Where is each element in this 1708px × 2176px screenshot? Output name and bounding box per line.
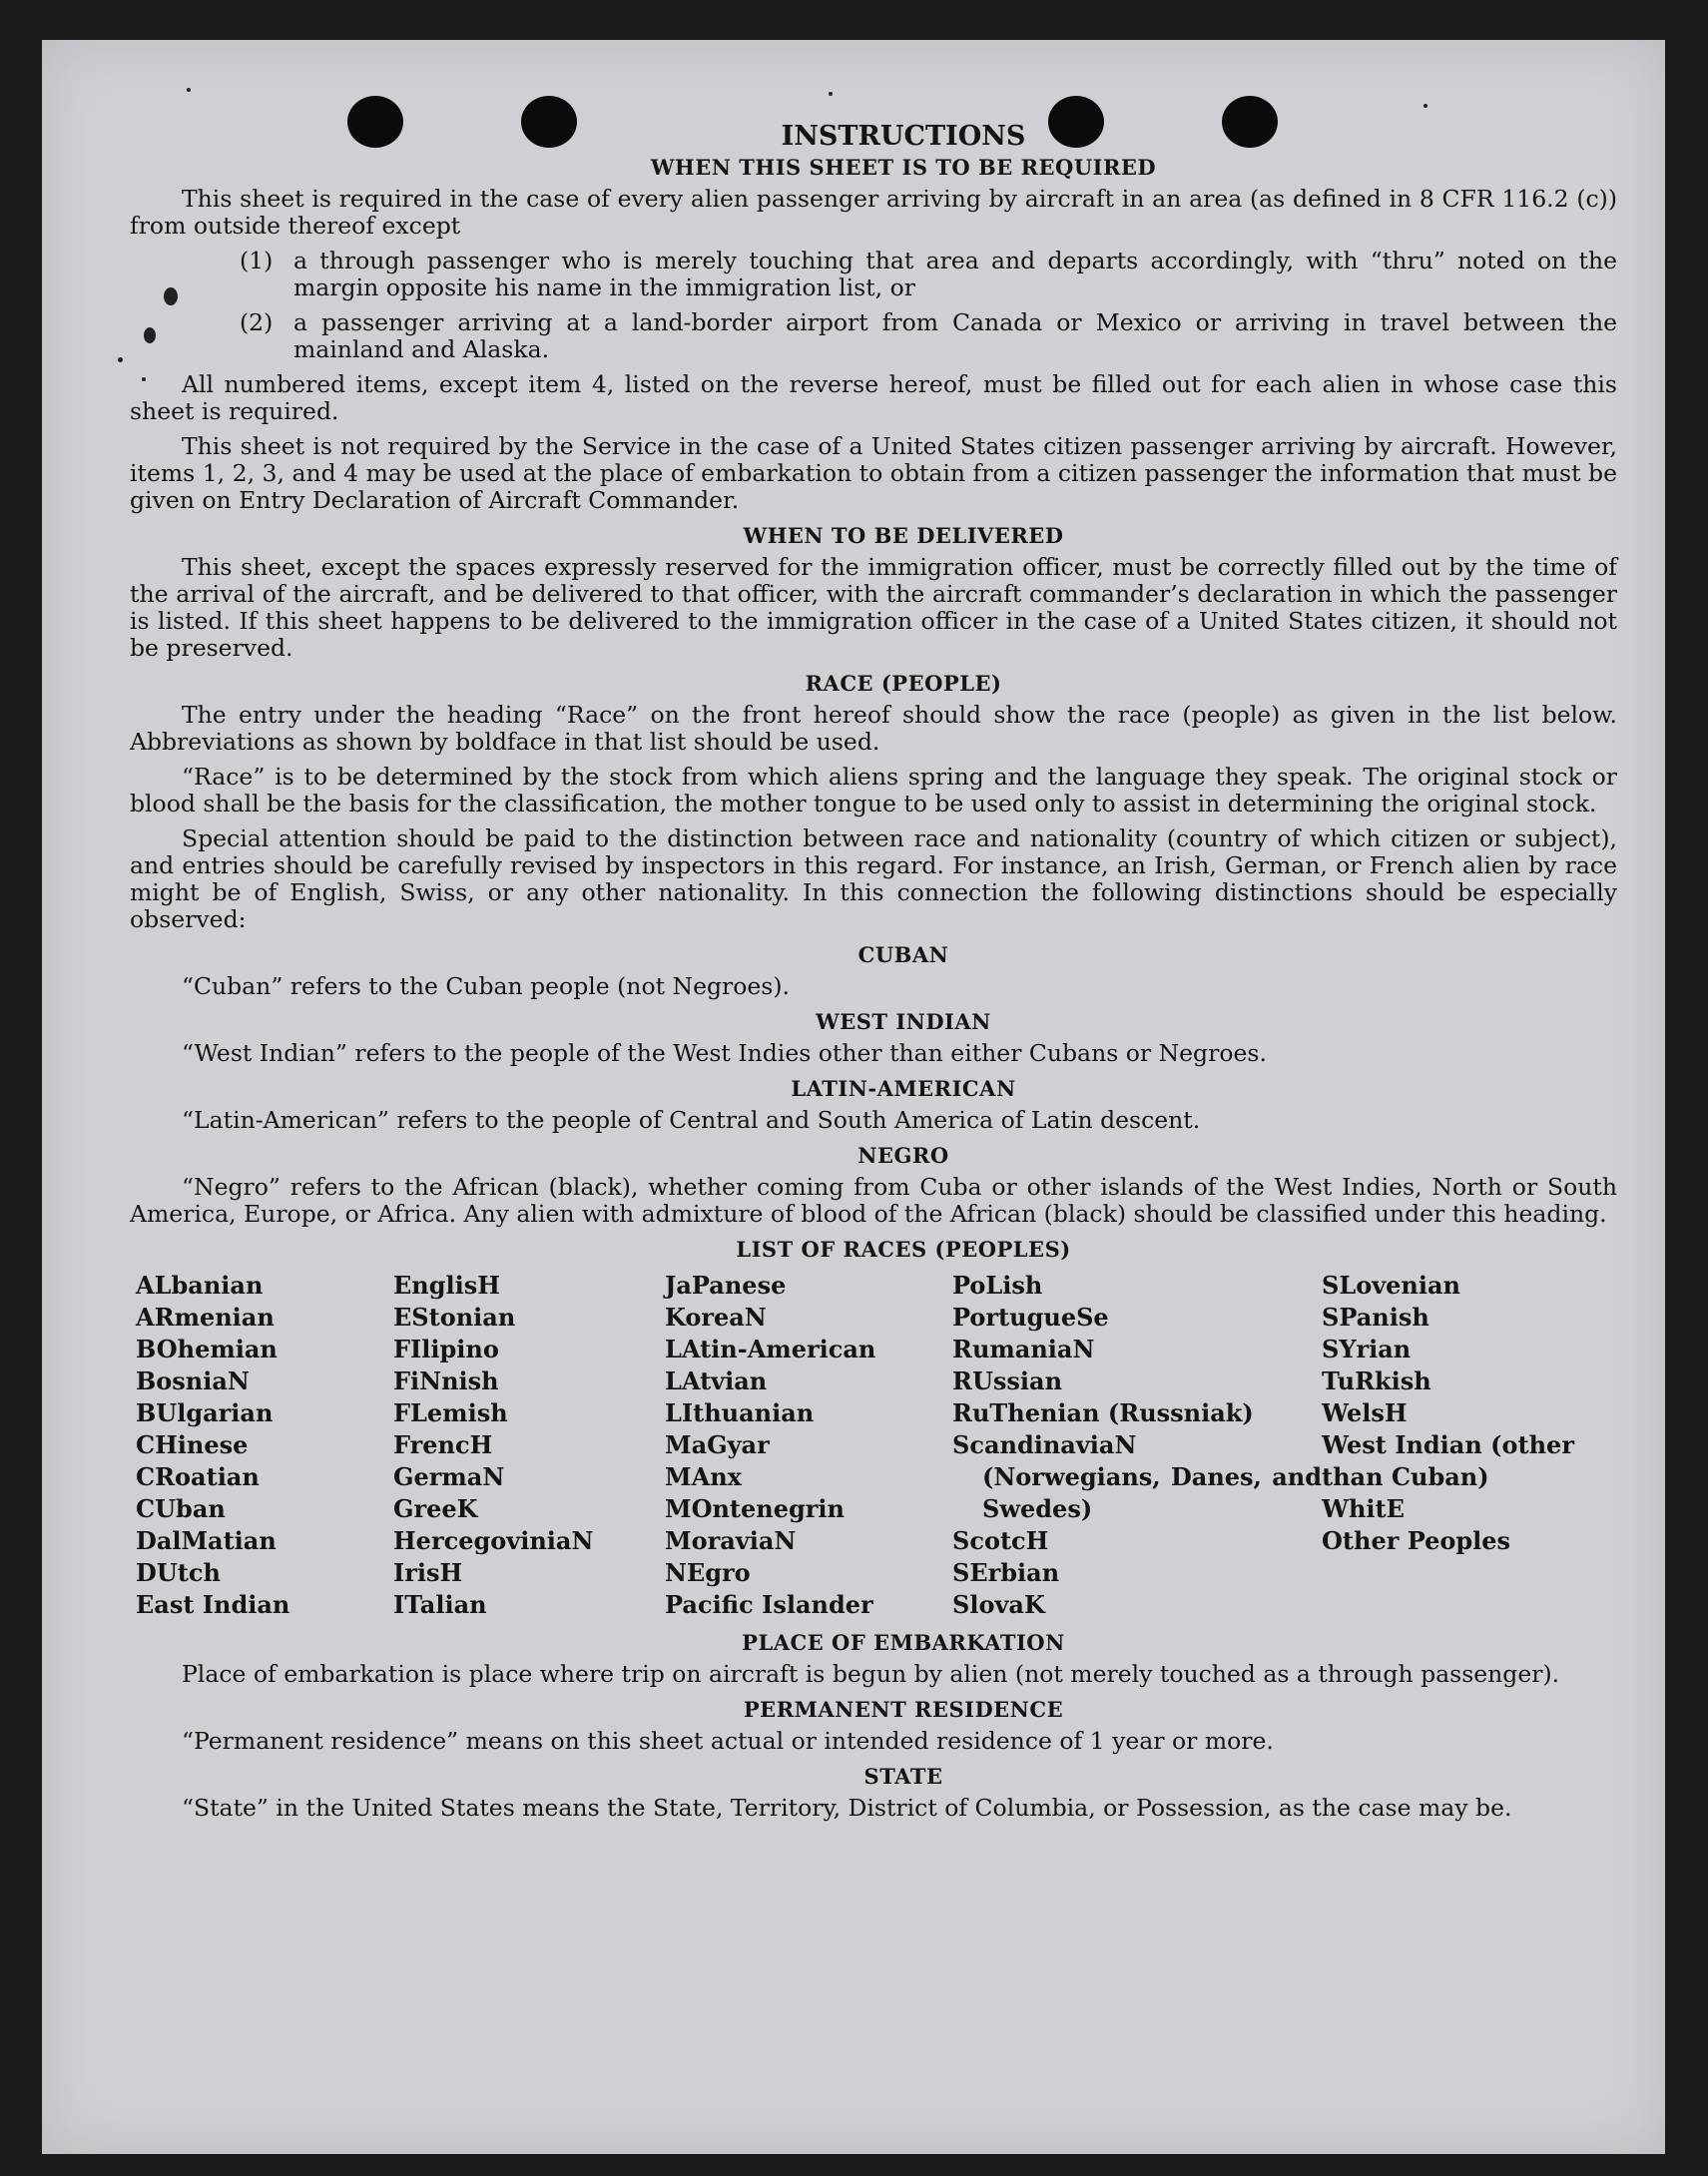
races-list <box>136 1270 1617 1621</box>
race-entry: ScotcH <box>952 1526 1049 1555</box>
paragraph: “Latin-American” refers to the people of Central and South America of Latin descent. <box>182 1106 1201 1134</box>
race-entry: EnglisH <box>393 1271 500 1300</box>
race-entry: JaPanese <box>665 1271 787 1300</box>
race-entry: NEgro <box>665 1558 751 1587</box>
ink-speck <box>829 92 833 96</box>
paragraph: Special attention should be paid to the distinction between race and nationality (country of which citizen or subject), and entries should be carefully revised by inspectors in this regard. For instance, an Irish, German, or French alien by race might be of English, Swiss, or any other nationality. In this connection the following distinctions should be especially observed: <box>130 824 1617 933</box>
race-entry: TuRkish <box>1322 1366 1431 1395</box>
race-entry: GreeK <box>393 1494 478 1523</box>
paragraph: “Permanent residence” means on this sheet actual or intended residence of 1 year or more. <box>182 1727 1274 1755</box>
paragraph: “State” in the United States means the State, Territory, District of Columbia, or Possession, as the case may be. <box>182 1794 1512 1822</box>
paragraph: Place of embarkation is place where trip on aircraft is begun by alien (not merely touched as a through passenger). <box>182 1660 1560 1688</box>
race-entry: LAtvian <box>665 1366 768 1395</box>
section-heading-cuban: CUBAN <box>857 942 949 967</box>
race-entry: Other Peoples <box>1322 1526 1511 1555</box>
race-entry: SlovaK <box>952 1590 1045 1619</box>
race-entry: ALbanian <box>136 1271 264 1300</box>
race-entry: RumaniaN <box>952 1335 1095 1363</box>
paragraph: “Cuban” refers to the Cuban people (not Negroes). <box>182 972 791 1000</box>
races-column <box>136 1270 393 1621</box>
race-entry: FiNnish <box>393 1366 499 1395</box>
race-entry: MOntenegrin <box>665 1494 845 1523</box>
section-heading-list-of-races: LIST OF RACES (PEOPLES) <box>736 1237 1071 1262</box>
document-sheet <box>42 40 1665 2154</box>
race-entry: MAnx <box>665 1462 742 1491</box>
section-heading-when-required: WHEN THIS SHEET IS TO BE REQUIRED <box>650 155 1157 180</box>
section-heading-west-indian: WEST INDIAN <box>816 1009 991 1034</box>
races-column <box>393 1270 665 1621</box>
races-column <box>952 1270 1322 1621</box>
race-entry: FLemish <box>393 1398 508 1427</box>
race-entry: SLovenian <box>1322 1271 1460 1300</box>
race-entry: FrencH <box>393 1430 493 1459</box>
ink-speck <box>1423 104 1427 108</box>
race-entry: Pacific Islander <box>665 1590 873 1619</box>
race-entry: HercegoviniaN <box>393 1526 594 1555</box>
race-entry: SErbian <box>952 1558 1060 1587</box>
race-entry: MaGyar <box>665 1430 770 1459</box>
race-entry: BUlgarian <box>136 1398 274 1427</box>
section-heading-place-of-embarkation: PLACE OF EMBARKATION <box>742 1630 1065 1655</box>
race-entry: SYrian <box>1322 1335 1412 1363</box>
race-entry: CUban <box>136 1494 226 1523</box>
paragraph: This sheet is not required by the Service in the case of a United States citizen passenger arriving by aircraft. However, items 1, 2, 3, and 4 may be used at the place of embarkation to obtain from a citizen passenger the information that must be given on Entry Declaration of Aircraft Commander. <box>130 432 1617 514</box>
paragraph: “West Indian” refers to the people of the West Indies other than either Cubans or Negroes. <box>182 1039 1267 1067</box>
race-entry: WhitE <box>1322 1494 1405 1523</box>
race-entry: East Indian <box>136 1590 290 1619</box>
race-entry: IrisH <box>393 1558 463 1587</box>
race-entry: EStonian <box>393 1303 516 1332</box>
race-entry: ARmenian <box>136 1303 275 1332</box>
paragraph: “Race” is to be determined by the stock from which aliens spring and the language they speak. The original stock or blood shall be the basis for the classification, the mother tongue to be used only to assist in determining the original stock. <box>130 763 1617 817</box>
race-entry: WelsH <box>1322 1398 1408 1427</box>
list-item: (2) a passenger arriving at a land-border airport from Canada or Mexico or arriving in travel between the mainland and Alaska. <box>240 308 1617 363</box>
paragraph: The entry under the heading “Race” on the front hereof should show the race (people) as given in the list below. Abbreviations as shown by boldface in that list should be used. <box>130 701 1617 756</box>
paragraph: All numbered items, except item 4, listed on the reverse hereof, must be filled out for each alien in whose case this sheet is required. <box>130 370 1617 425</box>
section-heading-permanent-residence: PERMANENT RESIDENCE <box>743 1697 1064 1722</box>
list-item: (1) a through passenger who is merely touching that area and departs accordingly, with “thru” noted on the margin opposite his name in the immigration list, or <box>240 247 1617 301</box>
ink-speck <box>187 88 191 92</box>
race-entry: BOhemian <box>136 1335 278 1363</box>
race-entry: ITalian <box>393 1590 487 1619</box>
paragraph: “Negro” refers to the African (black), whether coming from Cuba or other islands of the West Indies, North or South America, Europe, or Africa. Any alien with admixture of blood of the African (black) should be classified under this heading. <box>130 1173 1617 1228</box>
section-heading-race: RACE (PEOPLE) <box>805 671 1002 696</box>
races-column <box>1322 1270 1591 1621</box>
race-entry: PortugueSe <box>952 1303 1109 1332</box>
instructions-body <box>130 120 1617 1830</box>
race-entry: DUtch <box>136 1558 221 1587</box>
paragraph: This sheet, except the spaces expressly reserved for the immigration officer, must be correctly filled out by the time of the arrival of the aircraft, and be delivered to that officer, with the aircraft commander’s declaration in which the passenger is listed. If this sheet happens to be delivered to the immigration officer in the case of a United States citizen, it should not be preserved. <box>130 553 1617 662</box>
race-entry: SPanish <box>1322 1303 1429 1332</box>
race-entry: FIlipino <box>393 1335 499 1363</box>
ink-speck <box>118 357 123 362</box>
race-entry: DalMatian <box>136 1526 277 1555</box>
section-heading-when-delivered: WHEN TO BE DELIVERED <box>743 523 1064 548</box>
paragraph: This sheet is required in the case of every alien passenger arriving by aircraft in an area (as defined in 8 CFR 116.2 (c)) from outside thereof except <box>130 185 1617 240</box>
section-heading-latin-american: LATIN-AMERICAN <box>791 1076 1016 1101</box>
race-entry: ScandinaviaN (Norwegians, Danes, and Swedes) <box>952 1430 1322 1523</box>
race-entry: PoLish <box>952 1271 1043 1300</box>
race-entry: RuThenian (Russniak) <box>952 1398 1254 1427</box>
race-entry: BosniaN <box>136 1366 250 1395</box>
race-entry: LAtin-American <box>665 1335 876 1363</box>
race-entry: GermaN <box>393 1462 505 1491</box>
race-entry: CRoatian <box>136 1462 260 1491</box>
race-entry: MoraviaN <box>665 1526 797 1555</box>
race-entry: RUssian <box>952 1366 1063 1395</box>
race-entry: CHinese <box>136 1430 249 1459</box>
race-entry: KoreaN <box>665 1303 767 1332</box>
page-title: INSTRUCTIONS <box>781 121 1026 152</box>
race-entry: LIthuanian <box>665 1398 815 1427</box>
section-heading-state: STATE <box>863 1764 943 1789</box>
races-column <box>665 1270 952 1621</box>
section-heading-negro: NEGRO <box>857 1143 949 1168</box>
race-entry: West Indian (other than Cuban) <box>1322 1430 1574 1491</box>
